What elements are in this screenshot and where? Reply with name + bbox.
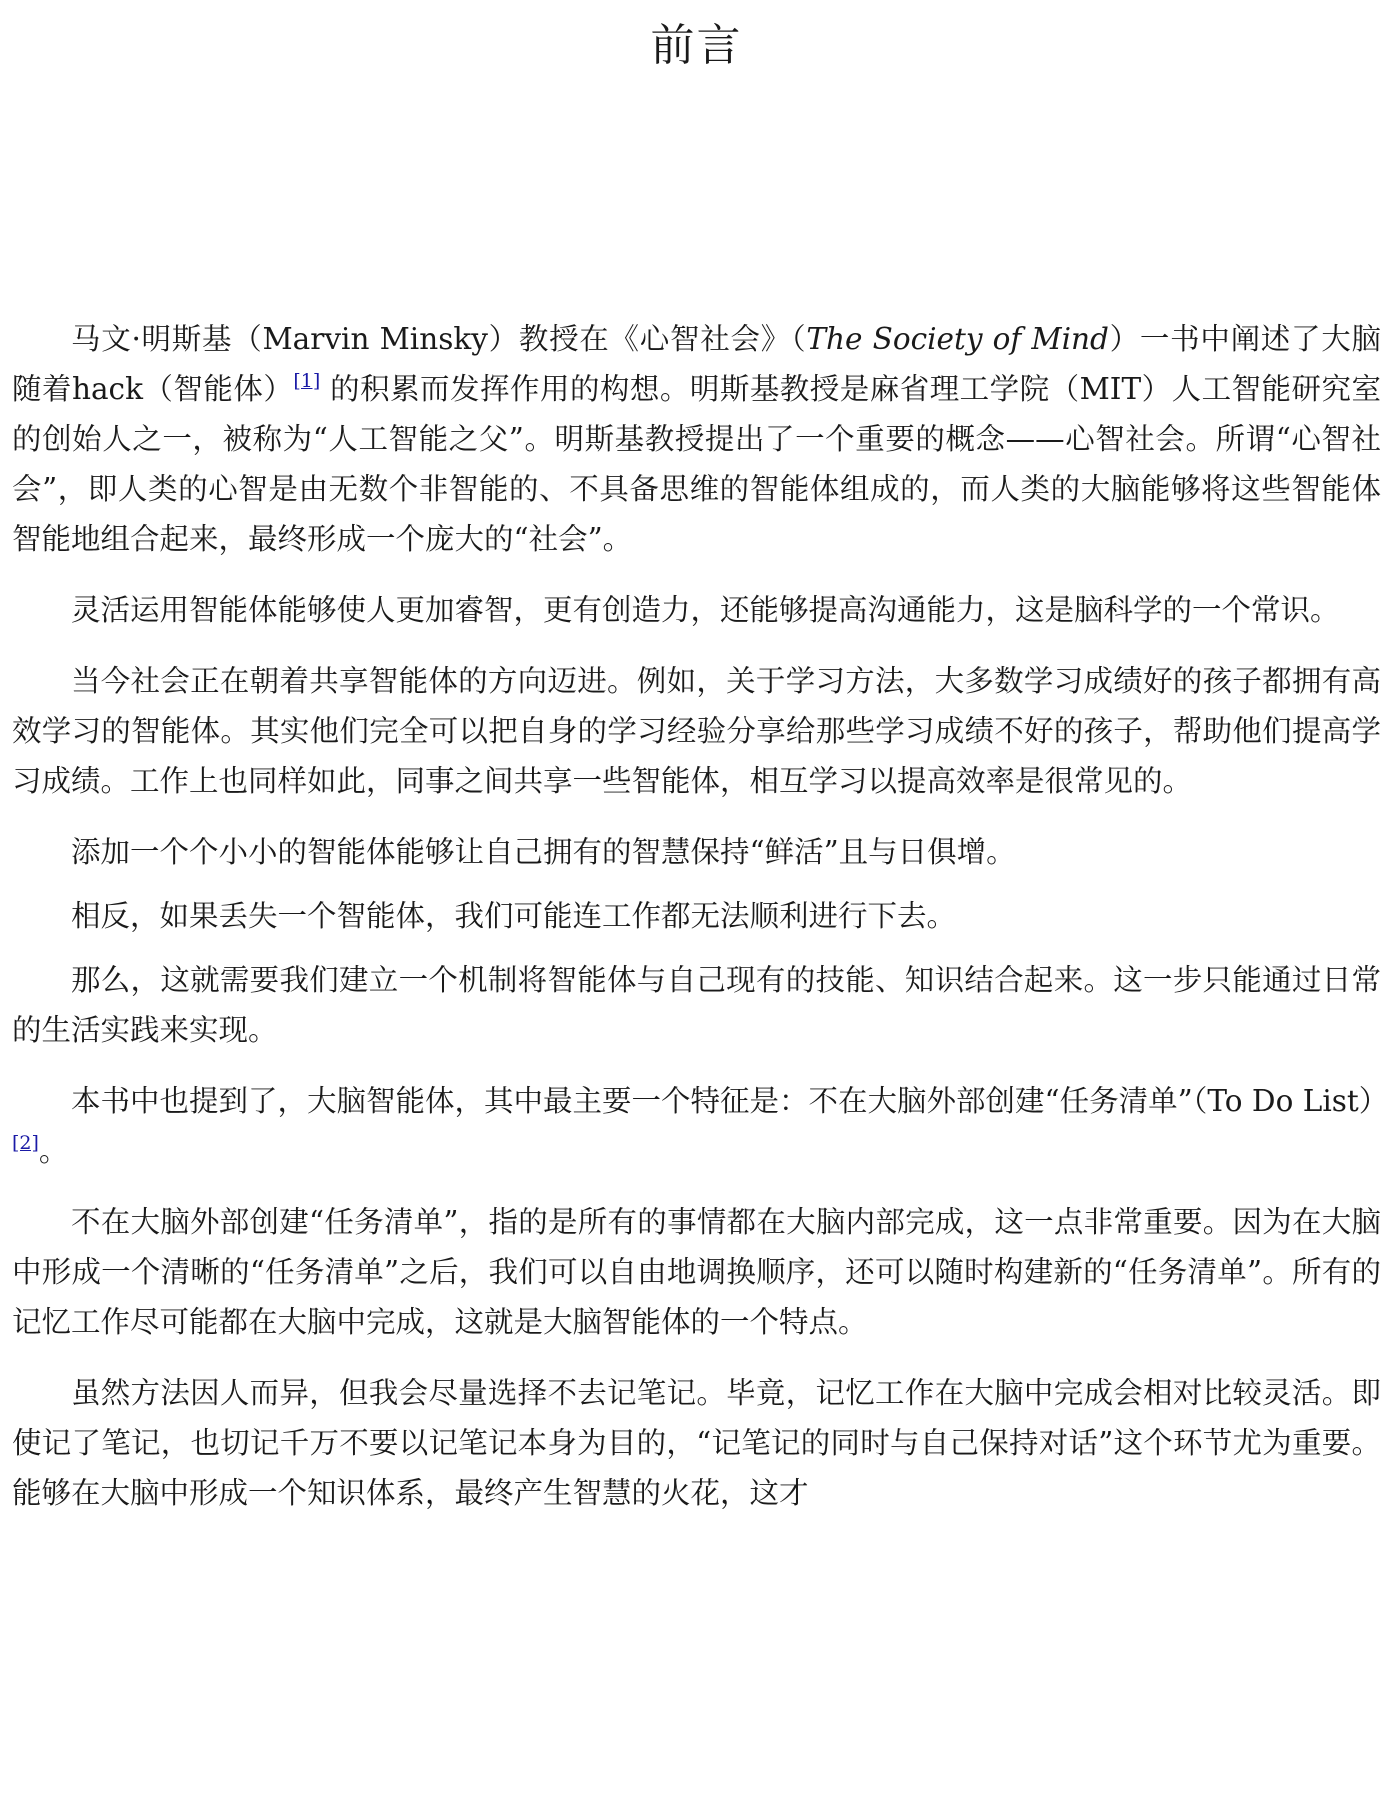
footnote-link-2[interactable]: [2]: [12, 1132, 39, 1154]
paragraph-1: [12, 314, 1381, 564]
paragraph-1-text-c: 的积累而发挥作用的构想。明斯基教授是麻省理工学院（MIT）人工智能研究室的创始人之一，被称为“人工智能之父”。明斯基教授提出了一个重要的概念——心智社会。所谓“心智社会”，即人类的心智是由无数个非智能的、不具备思维的智能体组成的，而人类的大脑能够将这些智能体智能地组合起来，最终形成一个庞大的“社会”。: [12, 372, 1381, 556]
paragraph-6: 那么，这就需要我们建立一个机制将智能体与自己现有的技能、知识结合起来。这一步只能通过日常的生活实践来实现。: [12, 963, 1381, 1047]
paragraph-4: 添加一个个小小的智能体能够让自己拥有的智慧保持“鲜活”且与日俱增。: [71, 835, 1016, 869]
paragraph-7-text-b: 。: [38, 1134, 69, 1168]
paragraph-5: 相反，如果丢失一个智能体，我们可能连工作都无法顺利进行下去。: [71, 899, 957, 933]
paragraph-2: 灵活运用智能体能够使人更加睿智，更有创造力，还能够提高沟通能力，这是脑科学的一个常识。: [71, 593, 1340, 627]
paragraph-7: [12, 1076, 1389, 1176]
footnote-link-1[interactable]: [1]: [293, 370, 321, 392]
book-title-italic: The Society of Mind: [806, 322, 1109, 356]
page-title: 前言: [650, 20, 743, 71]
document-body: [12, 314, 1389, 1518]
paragraph-1-text-a: 马文·明斯基（Marvin Minsky）教授在《心智社会》（: [71, 322, 807, 356]
paragraph-9: 虽然方法因人而异，但我会尽量选择不去记笔记。毕竟，记忆工作在大脑中完成会相对比较灵活。即使记了笔记，也切记千万不要以记笔记本身为目的，“记笔记的同时与自己保持对话”这个环节尤为重要。能够在大脑中形成一个知识体系，最终产生智慧的火花，这才: [12, 1376, 1381, 1510]
paragraph-3: 当今社会正在朝着共享智能体的方向迈进。例如，关于学习方法，大多数学习成绩好的孩子都拥有高效学习的智能体。其实他们完全可以把自身的学习经验分享给那些学习成绩不好的孩子，帮助他们提高学习成绩。工作上也同样如此，同事之间共享一些智能体，相互学习以提高效率是很常见的。: [12, 664, 1381, 798]
paragraph-8: 不在大脑外部创建“任务清单”，指的是所有的事情都在大脑内部完成，这一点非常重要。因为在大脑中形成一个清晰的“任务清单”之后，我们可以自由地调换顺序，还可以随时构建新的“任务清单”。所有的记忆工作尽可能都在大脑中完成，这就是大脑智能体的一个特点。: [12, 1205, 1381, 1339]
paragraph-1-text-b: ）一书中阐述了大脑随着hack（智能体）: [12, 322, 1381, 406]
paragraph-7-text-a: 本书中也提到了，大脑智能体，其中最主要一个特征是：不在大脑外部创建“任务清单”（To Do List）: [71, 1084, 1389, 1118]
